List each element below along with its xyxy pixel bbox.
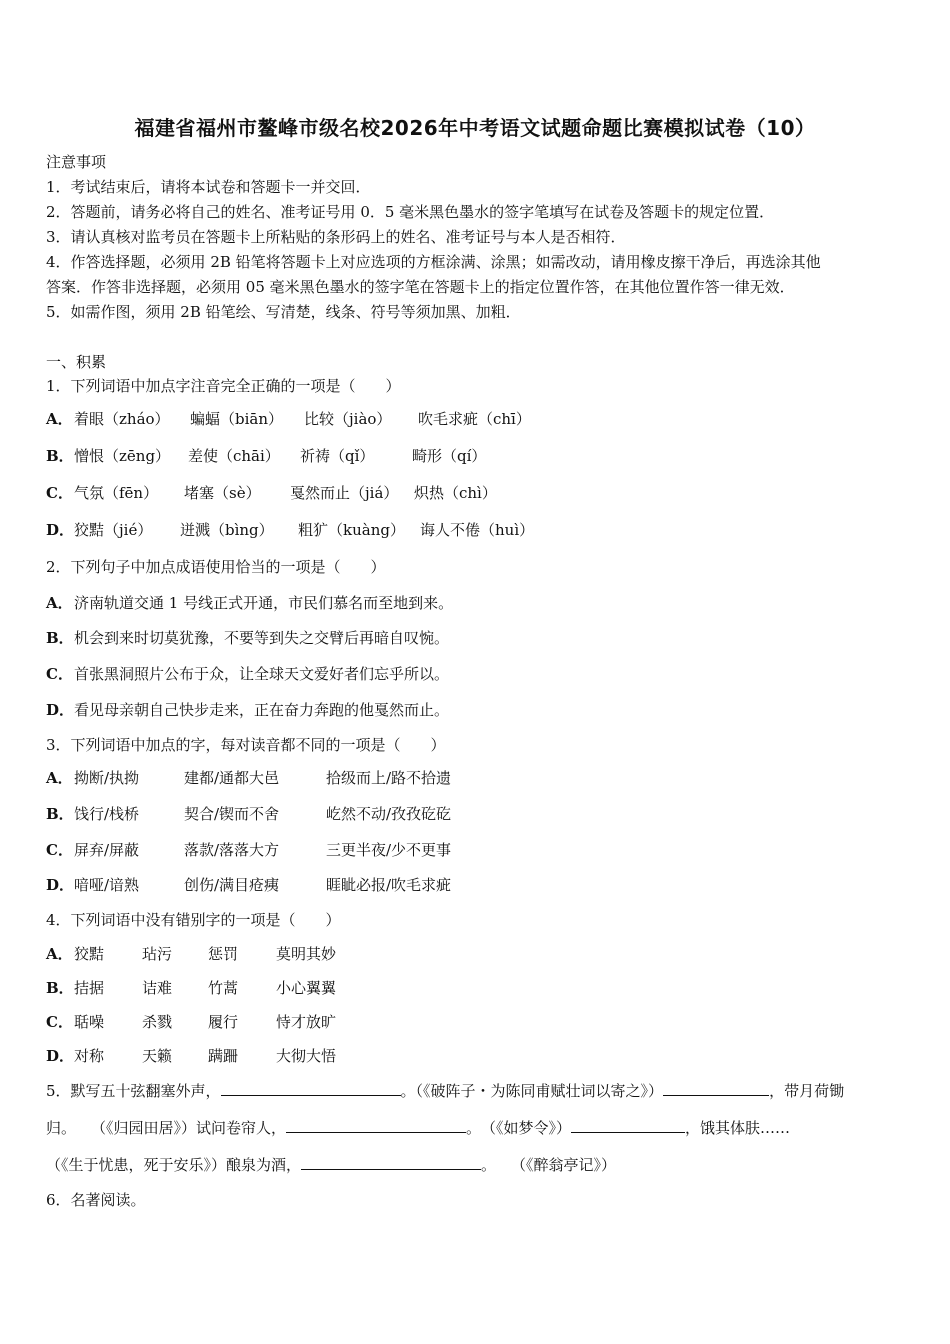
dictation-line-1	[46, 1081, 844, 1101]
dictation-text: 。（《破阵子・为陈同甫赋壮词以寄之》）	[400, 1082, 664, 1100]
dictation-text: （《生于忧患，死于安乐》）酿泉为酒，	[46, 1156, 302, 1174]
option-label: D．	[46, 701, 75, 719]
option-label: C．	[46, 665, 73, 683]
option-label: B．	[46, 447, 74, 465]
option-item: 蹒跚	[208, 1047, 239, 1065]
option-item: 创伤/满目疮痍	[184, 876, 280, 894]
option-item: 饯行/栈桥	[74, 805, 140, 823]
option-item: 憎恨（zēng）	[74, 447, 171, 465]
dictation-line-3	[46, 1155, 616, 1175]
option-label: C．	[46, 1013, 73, 1031]
option-label: C．	[46, 484, 73, 502]
option-label: B．	[46, 805, 74, 823]
option-item: 莫明其妙	[276, 945, 337, 963]
notice-item: 4．作答选择题，必须用 2B 铅笔将答题卡上对应选项的方框涂满、涂黑；如需改动，请用橡皮擦干净后，再选涂其他	[46, 253, 821, 271]
answer-blank[interactable]	[221, 1081, 401, 1096]
option-item: 畸形（qí）	[412, 447, 487, 465]
notice-item: 3．请认真核对监考员在答题卡上所粘贴的条形码上的姓名、准考证号与本人是否相符．	[46, 228, 626, 246]
option-item: 喑哑/谙熟	[74, 876, 140, 894]
option-item: 契合/锲而不舍	[184, 805, 280, 823]
notice-heading: 注意事项	[46, 153, 107, 171]
option-item: 拮据	[74, 979, 105, 997]
option-text: 看见母亲朝自己快步走来，正在奋力奔跑的他戛然而止。	[74, 701, 450, 719]
option-label: A．	[46, 769, 73, 787]
option-text: 首张黑洞照片公布于众，让全球天文爱好者们忘乎所以。	[74, 665, 450, 683]
option-label: C．	[46, 841, 73, 859]
dictation-text: ，带月荷锄	[769, 1082, 845, 1100]
notice-item: 2．答题前，请务必将自己的姓名、准考证号用 0．5 毫米黑色墨水的签字笔填写在试卷及答题卡的规定位置．	[46, 203, 775, 221]
section-heading: 一、积累	[46, 353, 107, 371]
dictation-line-2	[46, 1118, 790, 1138]
option-item: 比较（jiào）	[304, 410, 392, 428]
option-label: D．	[46, 1047, 75, 1065]
dictation-text: 5．默写五十弦翻塞外声，	[46, 1082, 221, 1100]
option-item: 天籁	[142, 1047, 173, 1065]
option-item: 屹然不动/孜孜矻矻	[326, 805, 452, 823]
answer-blank[interactable]	[663, 1081, 769, 1096]
option-item: 屏弃/屏蔽	[74, 841, 140, 859]
option-label: D．	[46, 876, 75, 894]
option-label: A．	[46, 594, 73, 612]
option-item: 三更半夜/少不更事	[326, 841, 452, 859]
option-item: 杀戮	[142, 1013, 173, 1031]
option-item: 狡黠（jié）	[74, 521, 153, 539]
option-item: 恃才放旷	[276, 1013, 337, 1031]
dictation-text: 。 （《醉翁亭记》）	[481, 1156, 617, 1174]
dictation-text: 。 （《如梦令》）	[466, 1119, 572, 1137]
question-stem: 6．名著阅读。	[46, 1191, 146, 1209]
option-item: 睚眦必报/吹毛求疵	[326, 876, 452, 894]
option-item: 着眼（zháo）	[74, 410, 170, 428]
option-item: 诲人不倦（huì）	[420, 521, 535, 539]
option-label: B．	[46, 979, 74, 997]
option-item: 履行	[208, 1013, 239, 1031]
dictation-text: ，饿其体肤……	[685, 1119, 791, 1137]
option-item: 惩罚	[208, 945, 239, 963]
option-item: 拾级而上/路不拾遗	[326, 769, 452, 787]
option-label: D．	[46, 521, 75, 539]
question-stem: 4．下列词语中没有错别字的一项是（ ）	[46, 911, 341, 929]
page-title: 福建省福州市鳌峰市级名校2026年中考语文试题命题比赛模拟试卷（10）	[134, 116, 816, 140]
option-item: 对称	[74, 1047, 105, 1065]
option-item: 聒噪	[74, 1013, 105, 1031]
option-text: 济南轨道交通 1 号线正式开通，市民们慕名而至地到来。	[74, 594, 454, 612]
option-item: 落款/落落大方	[184, 841, 280, 859]
question-stem: 3．下列词语中加点的字，每对读音都不同的一项是（ ）	[46, 736, 446, 754]
answer-blank[interactable]	[301, 1155, 481, 1170]
option-item: 祈祷（qǐ）	[300, 447, 375, 465]
notice-item: 1．考试结束后，请将本试卷和答题卡一并交回．	[46, 178, 371, 196]
option-item: 粗犷（kuàng）	[298, 521, 405, 539]
option-label: B．	[46, 629, 74, 647]
option-item: 气氛（fēn）	[74, 484, 159, 502]
notice-item: 5．如需作图，须用 2B 铅笔绘、写清楚，线条、符号等须加黑、加粗．	[46, 303, 521, 321]
option-item: 拗断/执拗	[74, 769, 140, 787]
option-item: 吹毛求疵（chī）	[418, 410, 531, 428]
option-item: 大彻大悟	[276, 1047, 337, 1065]
option-item: 狡黠	[74, 945, 105, 963]
option-item: 炽热（chì）	[414, 484, 497, 502]
option-item: 迸溅（bìng）	[180, 521, 274, 539]
notice-item: 答案．作答非选择题，必须用 05 毫米黑色墨水的签字笔在答题卡上的指定位置作答，在其他位置作答一律无效．	[46, 278, 795, 296]
option-item: 玷污	[142, 945, 173, 963]
option-item: 蝙蝠（biān）	[190, 410, 284, 428]
question-stem: 1．下列词语中加点字注音完全正确的一项是（ ）	[46, 377, 401, 395]
option-item: 竹蒿	[208, 979, 239, 997]
dictation-text: 归。 （《归园田居》）试问卷帘人，	[46, 1119, 287, 1137]
question-stem: 2．下列句子中加点成语使用恰当的一项是（ ）	[46, 558, 386, 576]
option-text: 机会到来时切莫犹豫，不要等到失之交臂后再暗自叹惋。	[74, 629, 450, 647]
answer-blank[interactable]	[286, 1118, 466, 1133]
option-item: 诘难	[142, 979, 173, 997]
option-item: 建都/通都大邑	[184, 769, 280, 787]
option-label: A．	[46, 410, 73, 428]
option-item: 堵塞（sè）	[184, 484, 261, 502]
option-item: 差使（chāi）	[188, 447, 280, 465]
option-label: A．	[46, 945, 73, 963]
option-item: 小心翼翼	[276, 979, 337, 997]
answer-blank[interactable]	[571, 1118, 685, 1133]
option-item: 戛然而止（jiá）	[290, 484, 399, 502]
